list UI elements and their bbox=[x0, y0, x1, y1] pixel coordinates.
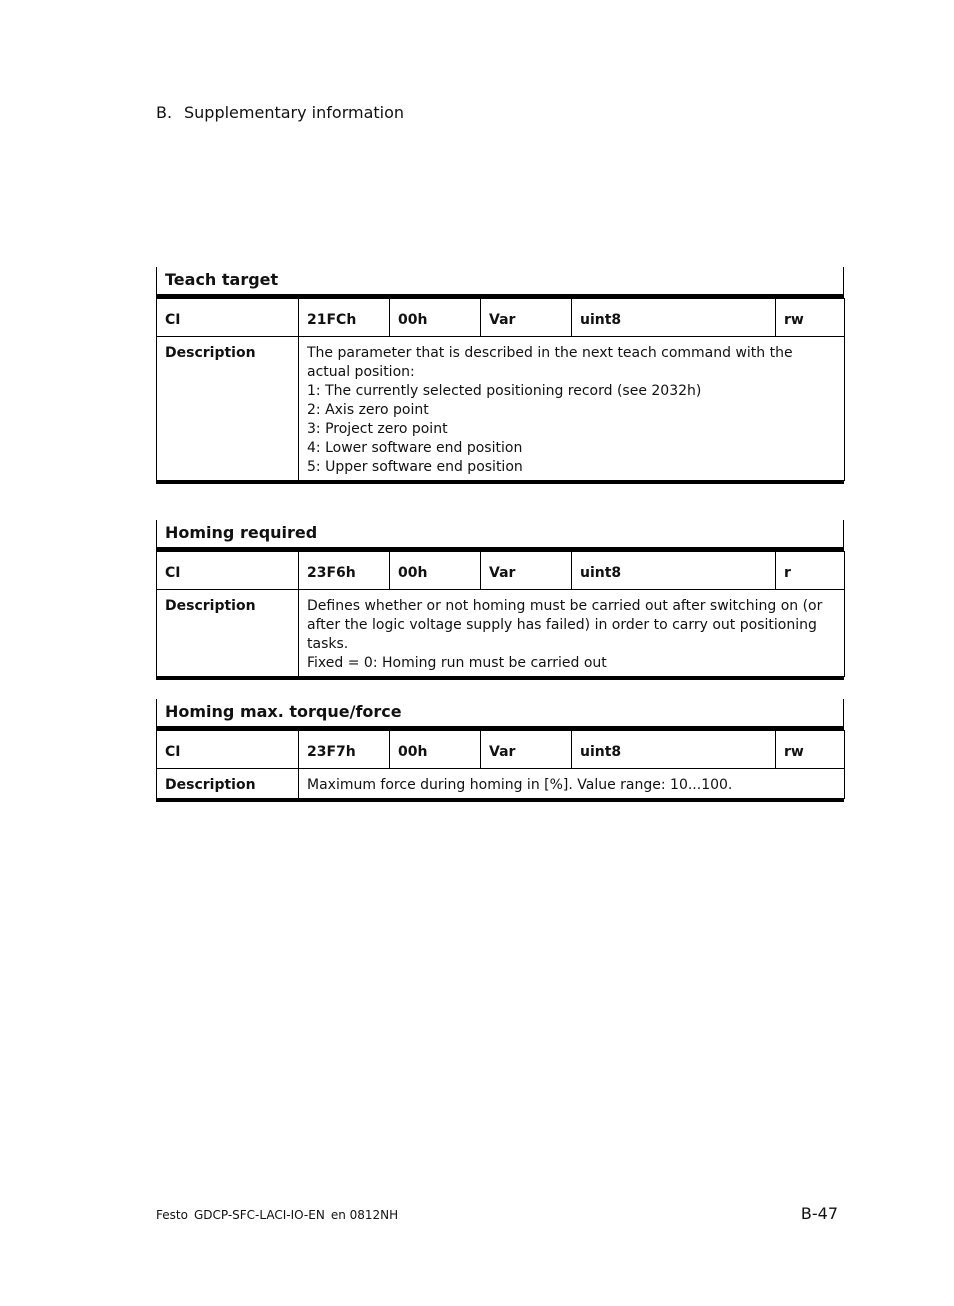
description-text bbox=[299, 337, 845, 481]
parameter-title: Homing max. torque/force bbox=[156, 699, 844, 730]
description-line: 5: Upper software end position bbox=[307, 459, 523, 475]
description-row bbox=[157, 769, 845, 799]
parameter-block-homing-required bbox=[156, 520, 844, 680]
parameter-title: Teach target bbox=[156, 267, 844, 298]
footer-edition: en 0812NH bbox=[330, 1208, 399, 1222]
ci-index: 23F7h bbox=[299, 731, 390, 769]
ci-row bbox=[157, 731, 845, 769]
description-label: Description bbox=[157, 337, 299, 481]
description-line: The parameter that is described in the next teach command with the actual position: bbox=[307, 345, 793, 380]
parameter-title: Homing required bbox=[156, 520, 844, 551]
description-row bbox=[157, 590, 845, 677]
parameter-block-homing-max-torque-force bbox=[156, 699, 844, 802]
ci-type: uint8 bbox=[572, 552, 776, 590]
section-header bbox=[156, 103, 404, 122]
bottom-rule bbox=[156, 677, 844, 680]
section-title: Supplementary information bbox=[184, 103, 405, 122]
ci-label: CI bbox=[157, 552, 299, 590]
ci-object: Var bbox=[481, 299, 572, 337]
ci-access: rw bbox=[776, 299, 845, 337]
ci-subindex: 00h bbox=[390, 731, 481, 769]
ci-subindex: 00h bbox=[390, 299, 481, 337]
ci-type: uint8 bbox=[572, 299, 776, 337]
ci-object: Var bbox=[481, 731, 572, 769]
ci-row bbox=[157, 552, 845, 590]
footer-doc-info bbox=[156, 1208, 404, 1222]
description-row bbox=[157, 337, 845, 481]
ci-index: 23F6h bbox=[299, 552, 390, 590]
description-line: 3: Project zero point bbox=[307, 421, 448, 437]
description-line: Fixed = 0: Homing run must be carried out bbox=[307, 655, 607, 671]
description-line: Defines whether or not homing must be carried out after switching on (or after the logic voltage supply has failed) in order to carry out positioning tasks. bbox=[307, 598, 823, 652]
ci-subindex: 00h bbox=[390, 552, 481, 590]
parameter-table bbox=[156, 730, 845, 799]
description-line: 2: Axis zero point bbox=[307, 402, 429, 418]
description-line: Maximum force during homing in [%]. Value range: 10...100. bbox=[307, 777, 733, 793]
description-label: Description bbox=[157, 590, 299, 677]
ci-type: uint8 bbox=[572, 731, 776, 769]
section-number: B. bbox=[156, 103, 173, 122]
footer-company: Festo bbox=[156, 1208, 188, 1222]
ci-access: rw bbox=[776, 731, 845, 769]
ci-label: CI bbox=[157, 731, 299, 769]
parameter-table bbox=[156, 551, 845, 677]
bottom-rule bbox=[156, 799, 844, 802]
parameter-block-teach-target bbox=[156, 267, 844, 484]
ci-index: 21FCh bbox=[299, 299, 390, 337]
ci-row bbox=[157, 299, 845, 337]
description-text bbox=[299, 769, 845, 799]
ci-access: r bbox=[776, 552, 845, 590]
description-line: 4: Lower software end position bbox=[307, 440, 523, 456]
footer-doc-id: GDCP-SFC-LACI-IO-EN bbox=[193, 1208, 325, 1222]
description-label: Description bbox=[157, 769, 299, 799]
ci-label: CI bbox=[157, 299, 299, 337]
bottom-rule bbox=[156, 481, 844, 484]
description-text bbox=[299, 590, 845, 677]
page-number: B-47 bbox=[800, 1204, 838, 1223]
ci-object: Var bbox=[481, 552, 572, 590]
description-line: 1: The currently selected positioning record (see 2032h) bbox=[307, 383, 702, 399]
parameter-table bbox=[156, 298, 845, 481]
